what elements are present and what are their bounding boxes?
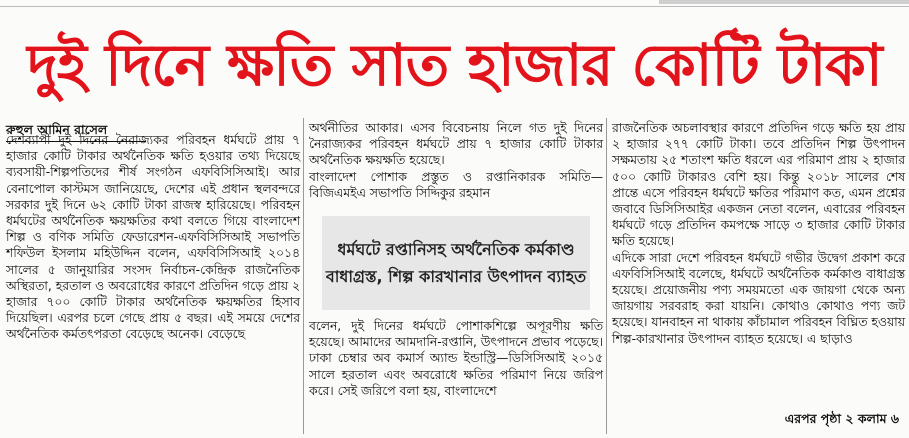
pull-quote-text: ধর্মঘটে রপ্তানিসহ অর্থনৈতিক কর্মকাণ্ড বাধাগ্রস্ত, শিল্প কারখানার উৎপাদন ব্যাহত: [325, 240, 587, 286]
column-3-paragraph: রাজনৈতিক অচলাবস্থার কারণে প্রতিদিন গড়ে ক্ষতি হয় প্রায় ২ হাজার ২৭৭ কোটি টাকা। তবে প্রতিদিন শিল্প উৎপাদন সক্ষমতায় ২৫ শতাংশ ক্ষতি ধরলে এর পরিমাণ প্রায় ২ হাজার ৫০০ কোটি টাকারও বেশি হয়। কিন্তু ২০১৮ সালের শেষ প্রান্তে এসে পরিবহন ধর্মঘটে ক্ষতির পরিমাণ কত, এমন প্রশ্নের জবাবে ডিসিসিআইর একজন নেতা বলেন, এবারের পরিবহন ধর্মঘটে গড়ে প্রতিদিন কমপক্ষে সাড়ে ৩ হাজার কোটি টাকার ক্ষতি হয়েছে।: [612, 121, 905, 249]
headline: দুই দিনে ক্ষতি সাত হাজার কোটি টাকা: [27, 31, 882, 99]
column-2: [309, 120, 603, 201]
column-1: [6, 132, 300, 343]
top-rule: [0, 0, 909, 7]
column-2-lower: [309, 318, 603, 399]
column-3: [612, 120, 905, 347]
column-1-paragraph: দেশব্যাপী দুই দিনের নৈরাজ্যকর পরিবহন ধর্মঘটে প্রায় ৭ হাজার কোটি টাকার অর্থনৈতিক ক্ষতি হওয়ার তথ্য দিয়েছে ব্যবসায়ী-শিল্পপতিদের শীর্ষ সংগঠন এফবিসিসিআই। আর বেনাপোল কাস্টমস জানিয়েছে, দেশের এই প্রধান স্থলবন্দরে সরকার দুই দিনে ৬২ কোটি টাকা রাজস্ব হারিয়েছে। পরিবহন ধর্মঘটের অর্থনৈতিক ক্ষয়ক্ষতির কথা বলতে গিয়ে বাংলাদেশ শিল্প ও বণিক সমিতি ফেডারেশন-এফবিসিসিআই সভাপতি শফিউল ইসলাম মহিউদ্দিন বলেন, এফবিসিসিআই ২০১৪ সালের ৫ জানুয়ারির সংসদ নির্বাচন-কেন্দ্রিক রাজনৈতিক অস্থিরতা, হরতাল ও অবরোধের কারণে প্রতিদিন গড়ে প্রায় ২ হাজার ৭০০ কোটি টাকার অর্থনৈতিক ক্ষয়ক্ষতির হিসাব দিয়েছিল। এরপর চলে গেছে প্রায় ৫ বছর। এই সময়ে দেশের অর্থনৈতিক কর্মতৎপরতা বেড়েছে অনেক। বেড়েছে: [6, 133, 300, 342]
column-divider: [606, 118, 607, 434]
continued-on-page: এরপর পৃষ্ঠা ২ কলাম ৬: [784, 411, 899, 426]
column-2-paragraph: ঢাকা চেম্বার অব কমার্স অ্যান্ড ইন্ডাস্ট্রি—ডিসিসিআই ২০১৫ সালে হরতাল এবং অবরোধে ক্ষতির পরিমাণ নিয়ে জরিপ করে। সেই জরিপে বলা হয়, বাংলাদেশে: [309, 351, 603, 398]
column-3-paragraph: এদিকে সারা দেশে পরিবহন ধর্মঘটে গভীর উদ্বেগ প্রকাশ করে এফবিসিসিআই বলেছে, ধর্মঘটে অর্থনৈতিক কর্মকাণ্ড বাধাগ্রস্ত হয়েছে। প্রয়োজনীয় পণ্য সময়মতো এক জায়গা থেকে অন্য জায়গায় সরবরাহ করা যায়নি। কোথাও কোথাও পণ্য জট হয়েছে। যানবাহন না থাকায় কাঁচামাল পরিবহন বিঘ্নিত হওয়ায় শিল্প-কারখানার উৎপাদন ব্যাহত হয়েছে। এ ছাড়াও: [612, 250, 905, 346]
column-divider: [303, 118, 304, 434]
byline: রুহুল আমিন রাসেল: [6, 122, 108, 137]
top-rule-bar: [659, 0, 909, 4]
pull-quote: [322, 216, 590, 310]
column-2-paragraph: অর্থনীতির আকার। এসব বিবেচনায় নিলে গত দুই দিনের নৈরাজ্যকর পরিবহন ধর্মঘটে প্রায় ৭ হাজার কোটি টাকার অর্থনৈতিক ক্ষয়ক্ষতি হয়েছে।: [309, 121, 603, 168]
column-2-paragraph: বাংলাদেশ পোশাক প্রস্তুত ও রপ্তানিকারক সমিতি—বিজিএমইএ সভাপতি সিদ্দিকুর রহমান: [309, 169, 603, 200]
column-2-paragraph: বলেন, দুই দিনের ধর্মঘটে পোশাকশিল্পে অপূরণীয় ক্ষতি হয়েছে। আমাদের আমদানি-রপ্তানি, উৎপাদনে প্রভাব পড়েছে।: [309, 319, 603, 350]
